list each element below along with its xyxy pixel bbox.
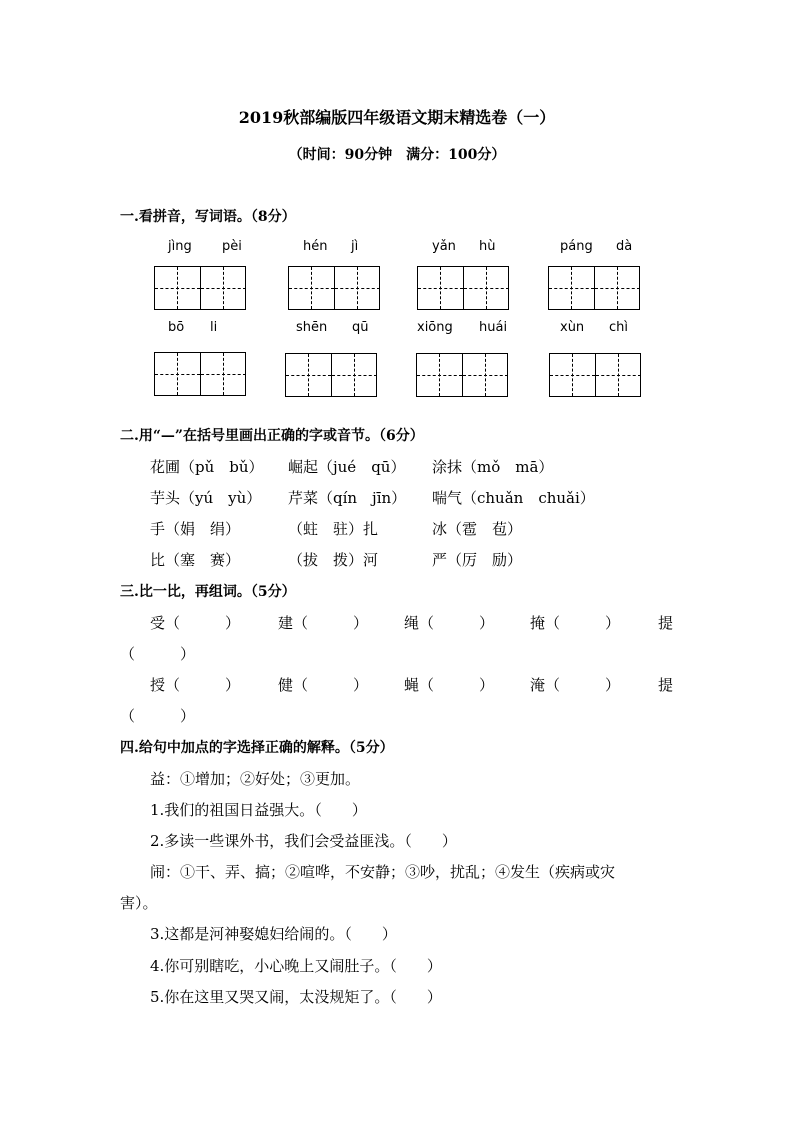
question-line[interactable]: 1.我们的祖国日益强大。（ ）	[150, 801, 367, 819]
pinyin-4a: páng	[560, 239, 593, 254]
writing-grid[interactable]	[288, 266, 380, 310]
choice-item[interactable]: 手（娟 绢）	[150, 520, 241, 538]
compare-item[interactable]: 提	[658, 614, 674, 632]
pinyin-3b: hù	[479, 239, 496, 254]
pinyin-5a: bō	[168, 320, 185, 335]
pinyin-8a: xùn	[560, 320, 585, 335]
choice-item[interactable]: 冰（雹 苞）	[432, 520, 523, 538]
section-2-heading: 二.用“—”在括号里画出正确的字或音节。（6分）	[120, 428, 424, 444]
definition-line-wrap: 害）。	[120, 894, 158, 912]
choice-item[interactable]: 比（塞 赛）	[150, 551, 241, 569]
compare-item[interactable]: 淹（ ）	[530, 676, 621, 694]
section-1-heading: 一.看拼音，写词语。（8分）	[120, 209, 296, 225]
compare-item[interactable]: 绳（ ）	[404, 614, 495, 632]
compare-item[interactable]: 受（ ）	[150, 614, 241, 632]
compare-item[interactable]: 提	[658, 676, 674, 694]
compare-item-wrap[interactable]: （ ）	[120, 707, 196, 725]
choice-item[interactable]: 花圃（pǔ bǔ）	[150, 458, 264, 476]
compare-item[interactable]: 授（ ）	[150, 676, 241, 694]
pinyin-2b: jì	[351, 239, 359, 254]
compare-item[interactable]: 建（ ）	[278, 614, 369, 632]
choice-item[interactable]: 崛起（jué qū）	[288, 458, 406, 476]
pinyin-4b: dà	[616, 239, 633, 254]
pinyin-1a: jìng	[168, 239, 192, 254]
writing-grid[interactable]	[417, 266, 509, 310]
pinyin-7a: xiōng	[417, 320, 453, 335]
definition-line: 闹：①干、弄、搞；②喧哗，不安静；③吵，扰乱；④发生（疾病或灾	[150, 863, 616, 881]
pinyin-7b: huái	[479, 320, 508, 335]
compare-item[interactable]: 蝇（ ）	[404, 676, 495, 694]
choice-item[interactable]: 涂抹（mǒ mā）	[432, 458, 554, 476]
question-line[interactable]: 5.你在这里又哭又闹，太没规矩了。（ ）	[150, 988, 442, 1006]
pinyin-1b: pèi	[222, 239, 242, 254]
compare-item-wrap[interactable]: （ ）	[120, 645, 196, 663]
writing-grid[interactable]	[154, 352, 246, 396]
choice-item[interactable]: （蛀 驻）扎	[288, 520, 379, 538]
writing-grid[interactable]	[154, 266, 246, 310]
writing-grid[interactable]	[416, 353, 508, 397]
pinyin-8b: chì	[609, 320, 628, 335]
pinyin-6b: qū	[352, 320, 369, 335]
question-line[interactable]: 3.这都是河神娶媳妇给闹的。（ ）	[150, 925, 397, 943]
section-3-heading: 三.比一比，再组词。（5分）	[120, 584, 296, 600]
writing-grid[interactable]	[548, 266, 640, 310]
section-4-heading: 四.给句中加点的字选择正确的解释。（5分）	[120, 740, 394, 756]
choice-item[interactable]: （拔 拨）河	[288, 551, 379, 569]
page-title: 2019秋部编版四年级语文期末精选卷（一）	[238, 108, 556, 127]
pinyin-2a: hén	[303, 239, 328, 254]
writing-grid[interactable]	[549, 353, 641, 397]
choice-item[interactable]: 严（厉 励）	[432, 551, 523, 569]
page-subtitle: （时间：90分钟 满分：100分）	[288, 147, 506, 163]
compare-item[interactable]: 掩（ ）	[530, 614, 621, 632]
pinyin-3a: yǎn	[432, 239, 456, 254]
writing-grid[interactable]	[285, 353, 377, 397]
question-line[interactable]: 2.多读一些课外书，我们会受益匪浅。（ ）	[150, 832, 457, 850]
pinyin-5b: li	[210, 320, 218, 335]
pinyin-6a: shēn	[296, 320, 328, 335]
choice-item[interactable]: 芋头（yú yù）	[150, 489, 262, 507]
definition-line: 益：①增加；②好处；③更加。	[150, 770, 361, 788]
compare-item[interactable]: 健（ ）	[278, 676, 369, 694]
choice-item[interactable]: 芹菜（qín jīn）	[288, 489, 407, 507]
question-line[interactable]: 4.你可别瞎吃，小心晚上又闹肚子。（ ）	[150, 957, 442, 975]
choice-item[interactable]: 喘气（chuǎn chuǎi）	[432, 489, 595, 507]
